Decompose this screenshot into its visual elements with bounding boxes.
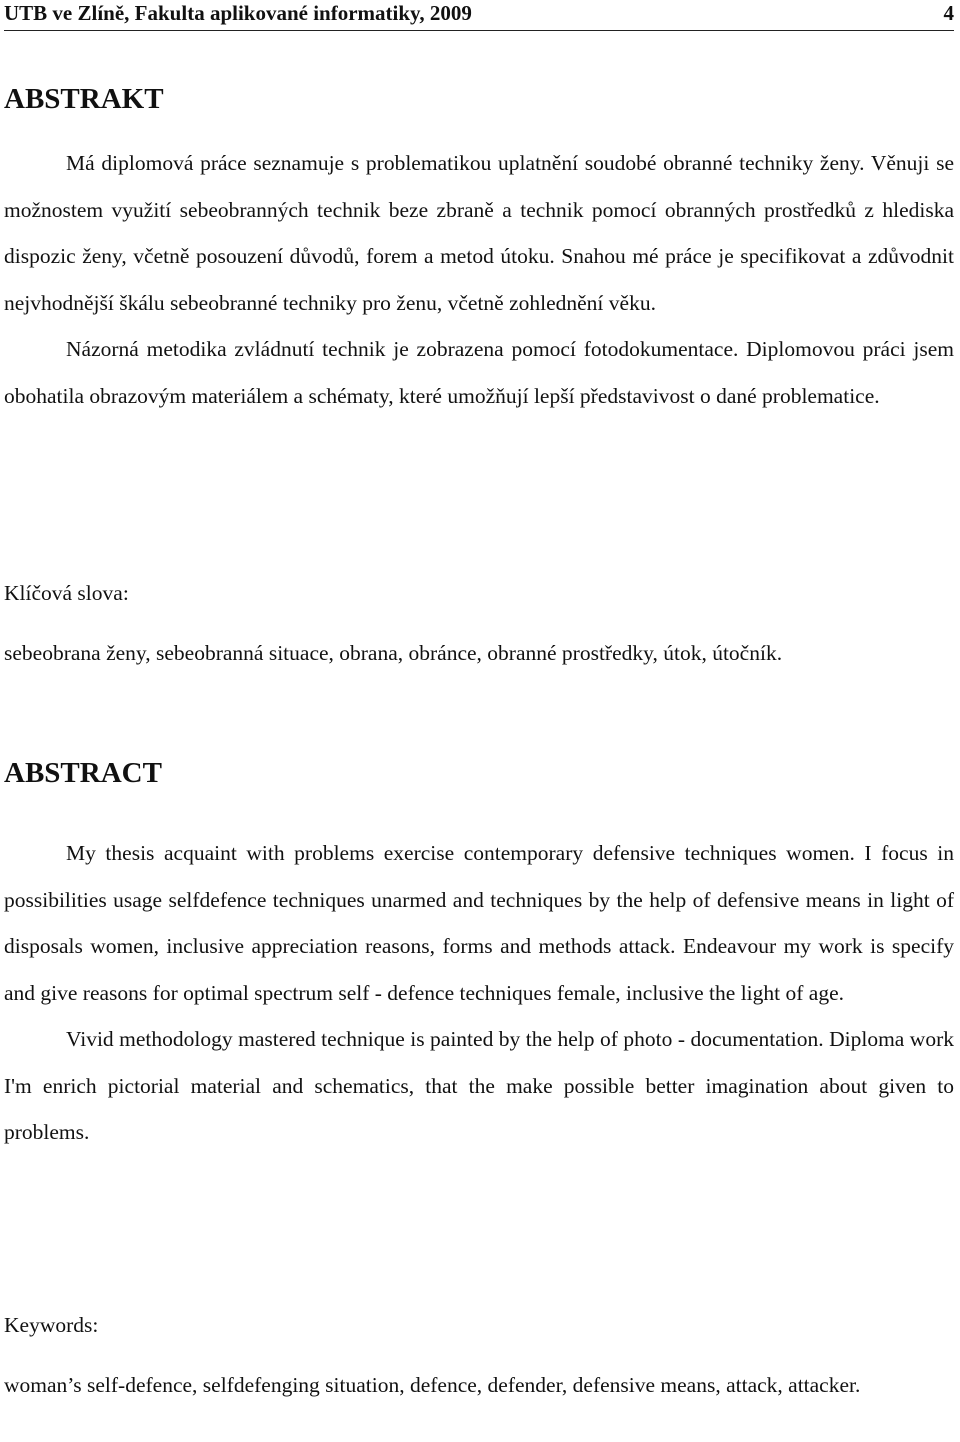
abstrakt-heading: ABSTRAKT (4, 83, 164, 115)
page-header (4, 0, 954, 31)
abstract-body (4, 830, 954, 1156)
abstract-heading: ABSTRACT (4, 757, 162, 789)
header-title: UTB ve Zlíně, Fakulta aplikované informatiky, 2009 (4, 1, 472, 25)
klicova-slova-text: sebeobrana ženy, sebeobranná situace, obrana, obránce, obranné prostředky, útok, útočník. (4, 641, 783, 665)
keywords-label: Keywords: (4, 1313, 99, 1337)
page-number: 4 (943, 1, 954, 25)
abstract-paragraph-2: Vivid methodology mastered technique is painted by the help of photo - documentation. Diploma work I'm enrich pictorial material and schematics, that the make possible better imagination about given to problems. (4, 1027, 954, 1144)
keywords-text: woman’s self-defence, selfdefenging situation, defence, defender, defensive means, attack, attacker. (4, 1373, 861, 1397)
abstrakt-paragraph-2: Názorná metodika zvládnutí technik je zobrazena pomocí fotodokumentace. Diplomovou práci jsem obohatila obrazovým materiálem a schématy, které umožňují lepší představivost o dané problematice. (4, 337, 954, 408)
abstrakt-paragraph-1: Má diplomová práce seznamuje s problematikou uplatnění soudobé obranné techniky ženy. Věnuji se možnostem využití sebeobranných technik beze zbraně a technik pomocí obranných prostředků z hlediska dispozic ženy, včetně posouzení důvodů, forem a metod útoku. Snahou mé práce je specifikovat a zdůvodnit nejvhodnější škálu sebeobranné techniky pro ženu, včetně zohlednění věku. (4, 151, 954, 315)
klicova-slova-label: Klíčová slova: (4, 581, 129, 605)
abstract-paragraph-1: My thesis acquaint with problems exercise contemporary defensive techniques women. I focus in possibilities usage selfdefence techniques unarmed and techniques by the help of defensive means in light of disposals women, inclusive appreciation reasons, forms and methods attack. Endeavour my work is specify and give reasons for optimal spectrum self - defence techniques female, inclusive the light of age. (4, 841, 954, 1005)
abstrakt-body (4, 140, 954, 419)
